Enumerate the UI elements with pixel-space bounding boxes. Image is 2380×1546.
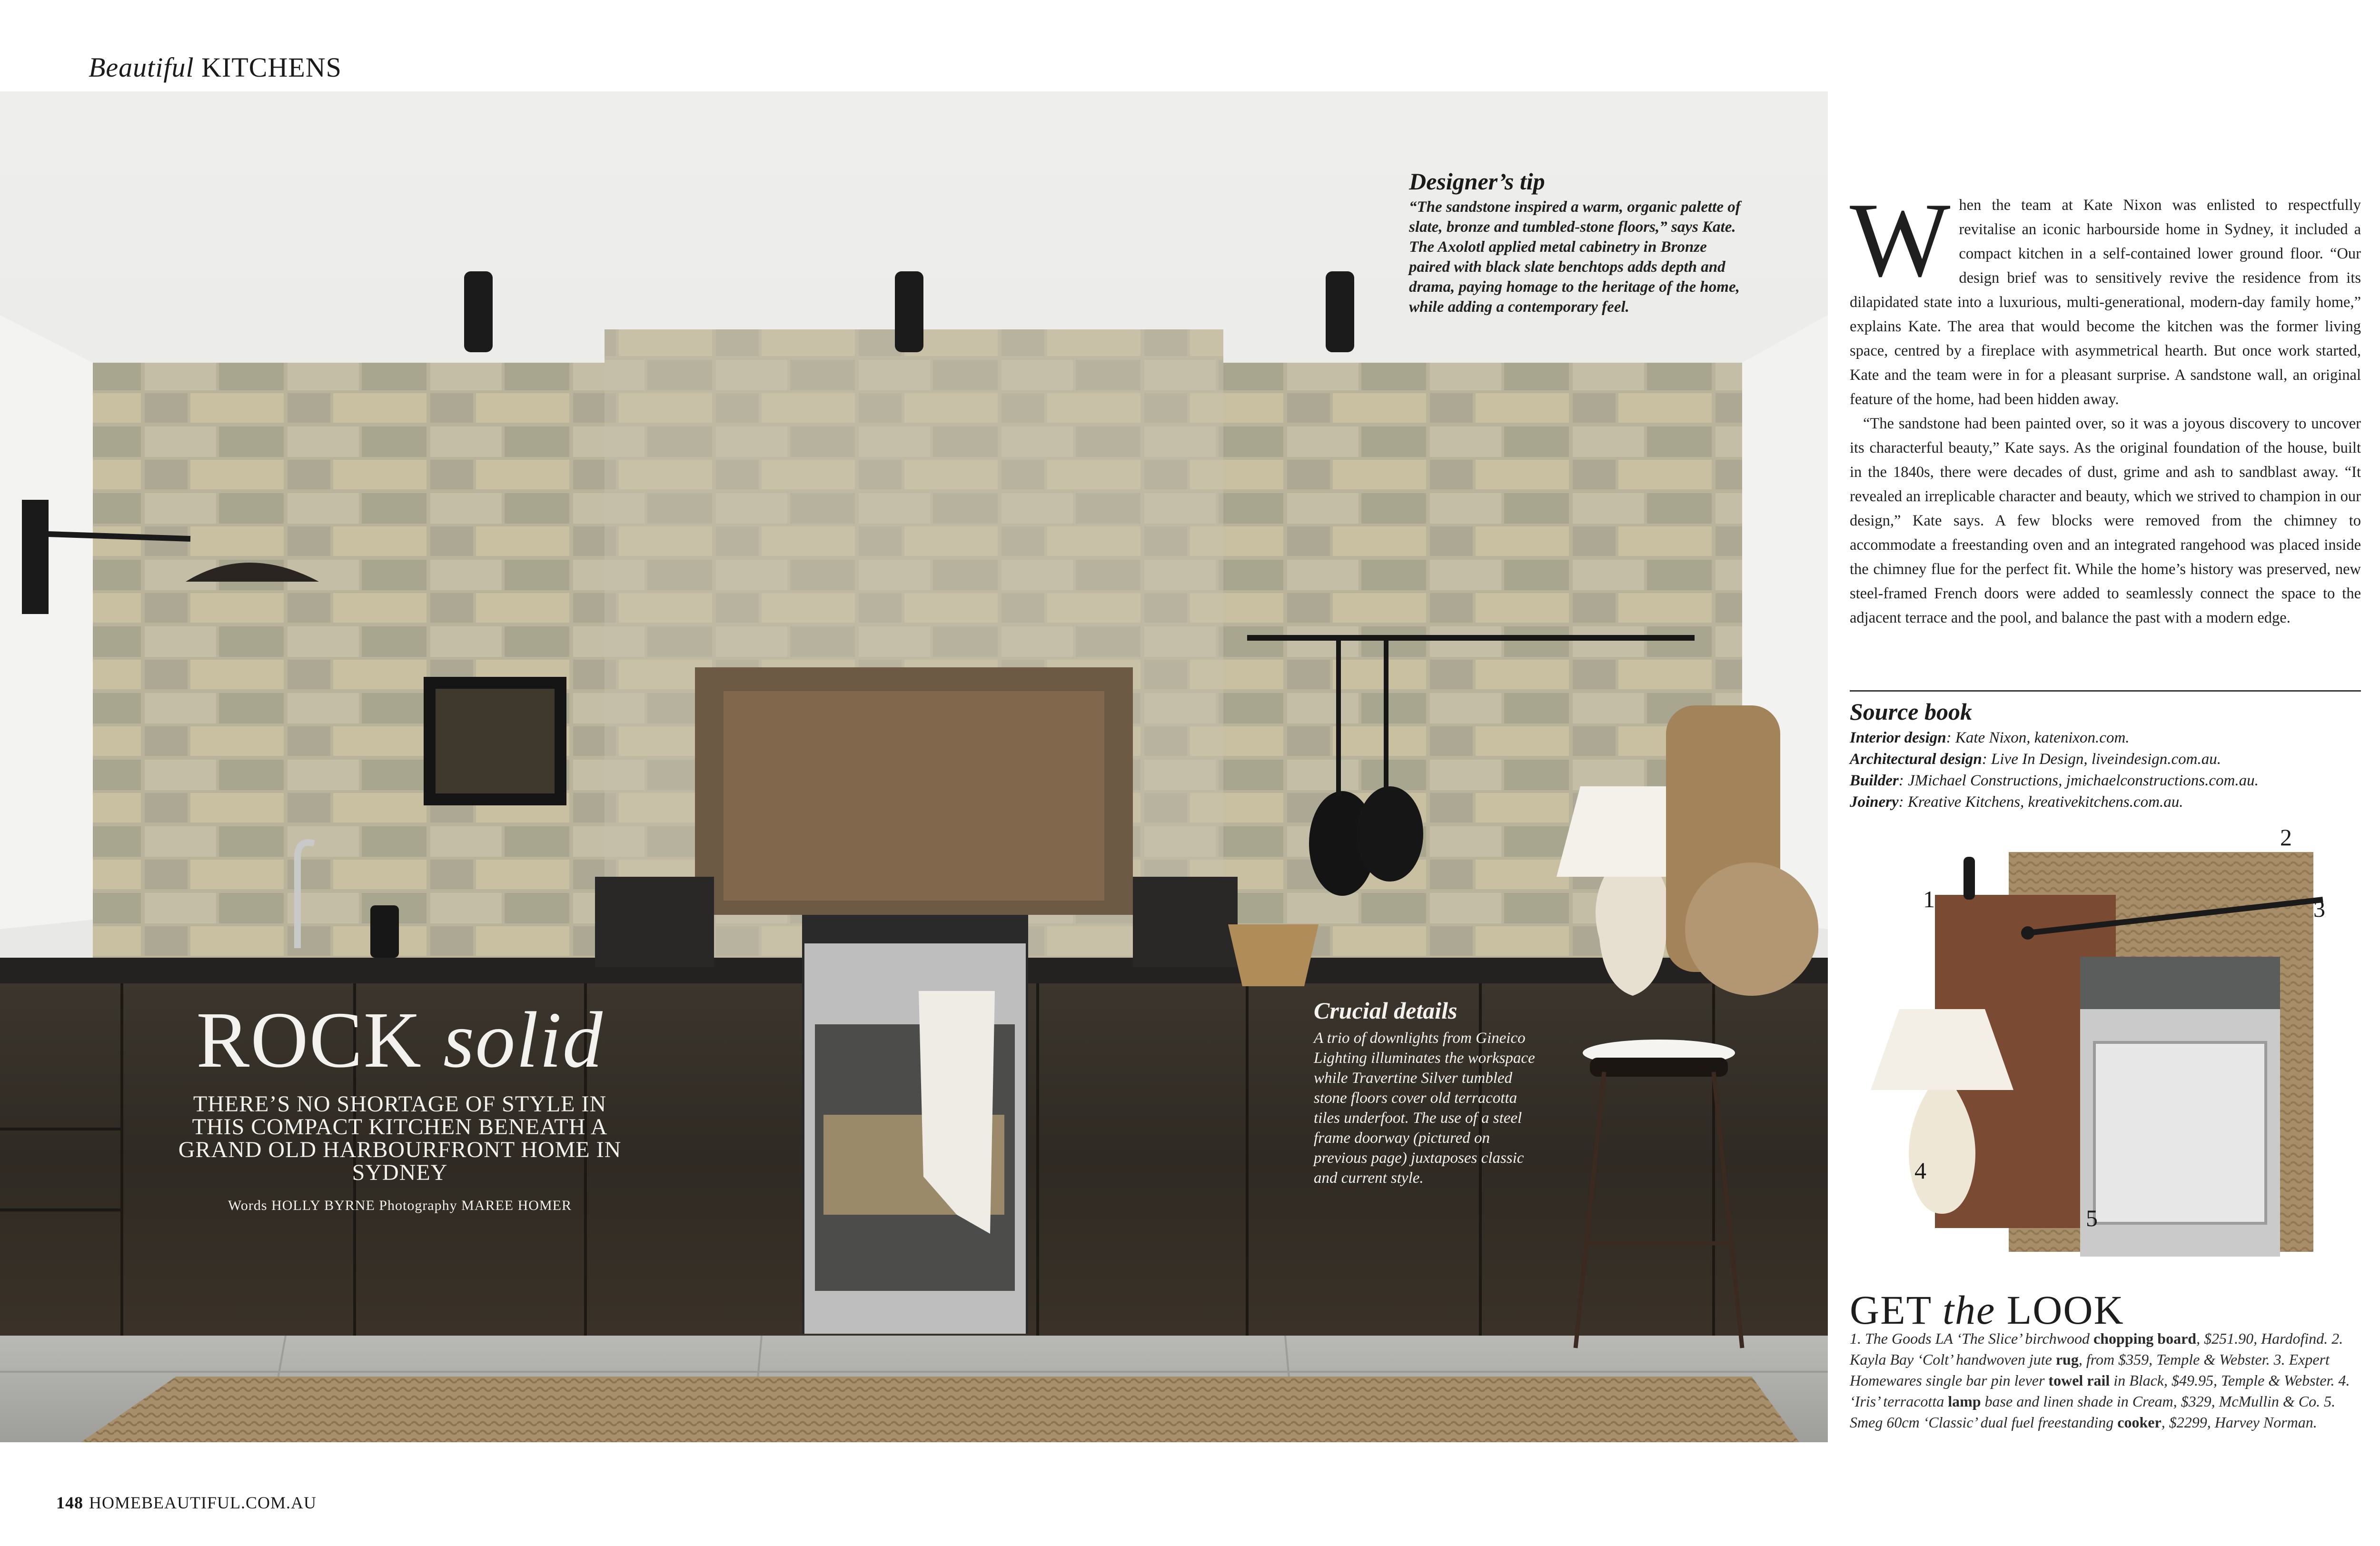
get-the-look-title-b: LOOK xyxy=(2006,1287,2124,1333)
divider-rule xyxy=(1850,690,2361,692)
source-item xyxy=(1850,792,2361,813)
source-item xyxy=(1850,727,2361,749)
get-the-look-list xyxy=(1850,1328,2361,1433)
folio xyxy=(56,1493,317,1513)
crucial-details xyxy=(1314,997,1542,1188)
source-item-value: : Live In Design, liveindesign.com.au. xyxy=(1982,751,2221,768)
gtl-item-2: 2. Kayla Bay ‘Colt’ handwoven jute xyxy=(1850,1330,2343,1368)
gtl-item-5-product: cooker xyxy=(2117,1414,2162,1431)
gtl-item-5: 5. Smeg 60cm ‘Classic’ dual fuel freestanding xyxy=(1850,1393,2336,1431)
gtl-item-3-details: in Black, $49.95, Temple & Webster. xyxy=(2110,1372,2339,1389)
collage-number-3: 3 xyxy=(2313,895,2325,922)
get-the-look-title-a: GET xyxy=(1850,1287,1932,1333)
headline-script: solid xyxy=(443,996,604,1084)
standfirst: THERE’S NO SHORTAGE OF STYLE IN THIS COMPACT KITCHEN BENEATH A GRAND OLD HARBOURFRONT HOME IN SYDNEY xyxy=(178,1091,622,1185)
section-header xyxy=(89,51,342,83)
article-paragraph-1: hen the team at Kate Nixon was enlisted to respectfully revitalise an iconic harbourside home in Sydney, it included a compact kitchen in a self-contained lower ground floor. “Our design brief was to sensitively revive the residence from its dilapidated state into a luxurious, multi-generational, modern-day family home,” explains Kate. The area that would become the kitchen was the former living space, centred by a fireplace with asymmetrical hearth. But once work started, Kate and the team were in for a pleasant surprise. A sandstone wall, an original feature of the home, had been hidden away. xyxy=(1850,197,2361,408)
get-the-look-title xyxy=(1850,1286,2124,1334)
gtl-item-5-details: , $2299, Harvey Norman. xyxy=(2161,1414,2317,1431)
product-collage xyxy=(1856,824,2361,1261)
article-body xyxy=(1850,181,2361,630)
collage-number-5: 5 xyxy=(2086,1205,2098,1231)
source-item-label: Architectural design xyxy=(1850,751,1982,768)
gtl-item-3-product: towel rail xyxy=(2048,1372,2110,1389)
headline-main: ROCK xyxy=(196,996,423,1084)
source-item-value: : JMichael Constructions, jmichaelconstructions.com.au. xyxy=(1898,772,2259,789)
drop-cap: W xyxy=(1850,181,1951,299)
collage-number-2: 2 xyxy=(2280,824,2292,851)
source-item-value: : Kate Nixon, katenixon.com. xyxy=(1946,729,2130,746)
gtl-item-2-product: rug xyxy=(2055,1351,2079,1368)
credits: Words HOLLY BYRNE Photography MAREE HOMER xyxy=(228,1198,572,1213)
collage-number-4: 4 xyxy=(1914,1157,1926,1184)
gtl-item-2-details: , from $359, Temple & Webster. xyxy=(2078,1351,2274,1368)
gtl-item-1-details: , $251.90, Hardofind. xyxy=(2196,1330,2332,1347)
crucial-details-title: Crucial details xyxy=(1314,997,1458,1024)
gtl-item-4-details: base and linen shade in Cream, $329, McMullin & Co. xyxy=(1981,1393,2324,1410)
source-item xyxy=(1850,770,2361,792)
article-paragraph-2: “The sandstone had been painted over, so it was a joyous discovery to uncover its characterful beauty,” Kate says. As the original foundation of the house, built in the 1840s, there were decades of dust, grime and ash to sandblast away. “It revealed an irreplicable character and beauty, which we strived to champion in our design,” Kate says. A few blocks were removed from the chimney to accommodate a freestanding oven and an integrated rangehood was placed inside the chimney flue for the perfect fit. While the home’s history was preserved, new steel-framed French doors were added to seamlessly connect the space to the adjacent terrace and the pool, and balance the past with a modern edge. xyxy=(1850,415,2361,626)
website-url: HOMEBEAUTIFUL.COM.AU xyxy=(89,1493,317,1512)
page-number: 148 xyxy=(56,1493,83,1512)
designers-tip-body: “The sandstone inspired a warm, organic palette of slate, bronze and tumbled-stone floors,” says Kate. The Axolotl applied metal cabinetry in Bronze paired with black slate benchtops adds depth and drama, paying homage to the heritage of the home, while adding a contemporary feel. xyxy=(1409,198,1741,316)
collage-number-1: 1 xyxy=(1923,886,1935,912)
source-item xyxy=(1850,749,2361,770)
section-header-italic: Beautiful xyxy=(89,52,194,83)
source-item-label: Joinery xyxy=(1850,793,1899,811)
gtl-item-3: 3. Expert Homewares single bar pin lever xyxy=(1850,1351,2330,1389)
source-item-label: Builder xyxy=(1850,772,1899,789)
headline-block xyxy=(171,996,628,1214)
designers-tip-title: Designer’s tip xyxy=(1409,168,1545,195)
source-book-title: Source book xyxy=(1850,698,1972,725)
section-header-label: KITCHENS xyxy=(201,52,342,83)
source-book-list xyxy=(1850,727,2361,813)
source-item-value: : Kreative Kitchens, kreativekitchens.com.au. xyxy=(1898,793,2183,811)
source-item-label: Interior design xyxy=(1850,729,1946,746)
get-the-look-title-italic: the xyxy=(1943,1287,1996,1333)
gtl-item-1-product: chopping board xyxy=(2093,1330,2197,1347)
gtl-item-1: 1. The Goods LA ‘The Slice’ birchwood xyxy=(1850,1330,2093,1347)
headline xyxy=(171,996,628,1084)
gtl-item-4-product: lamp xyxy=(1948,1393,1981,1410)
gtl-item-4: 4. ‘Iris’ terracotta xyxy=(1850,1372,2350,1410)
crucial-details-body: A trio of downlights from Gineico Lighting illuminates the workspace while Travertine Silver tumbled stone floors cover old terracotta tiles underfoot. The use of a steel frame doorway (pictured on previous page) juxtaposes classic and current style. xyxy=(1314,1030,1535,1187)
